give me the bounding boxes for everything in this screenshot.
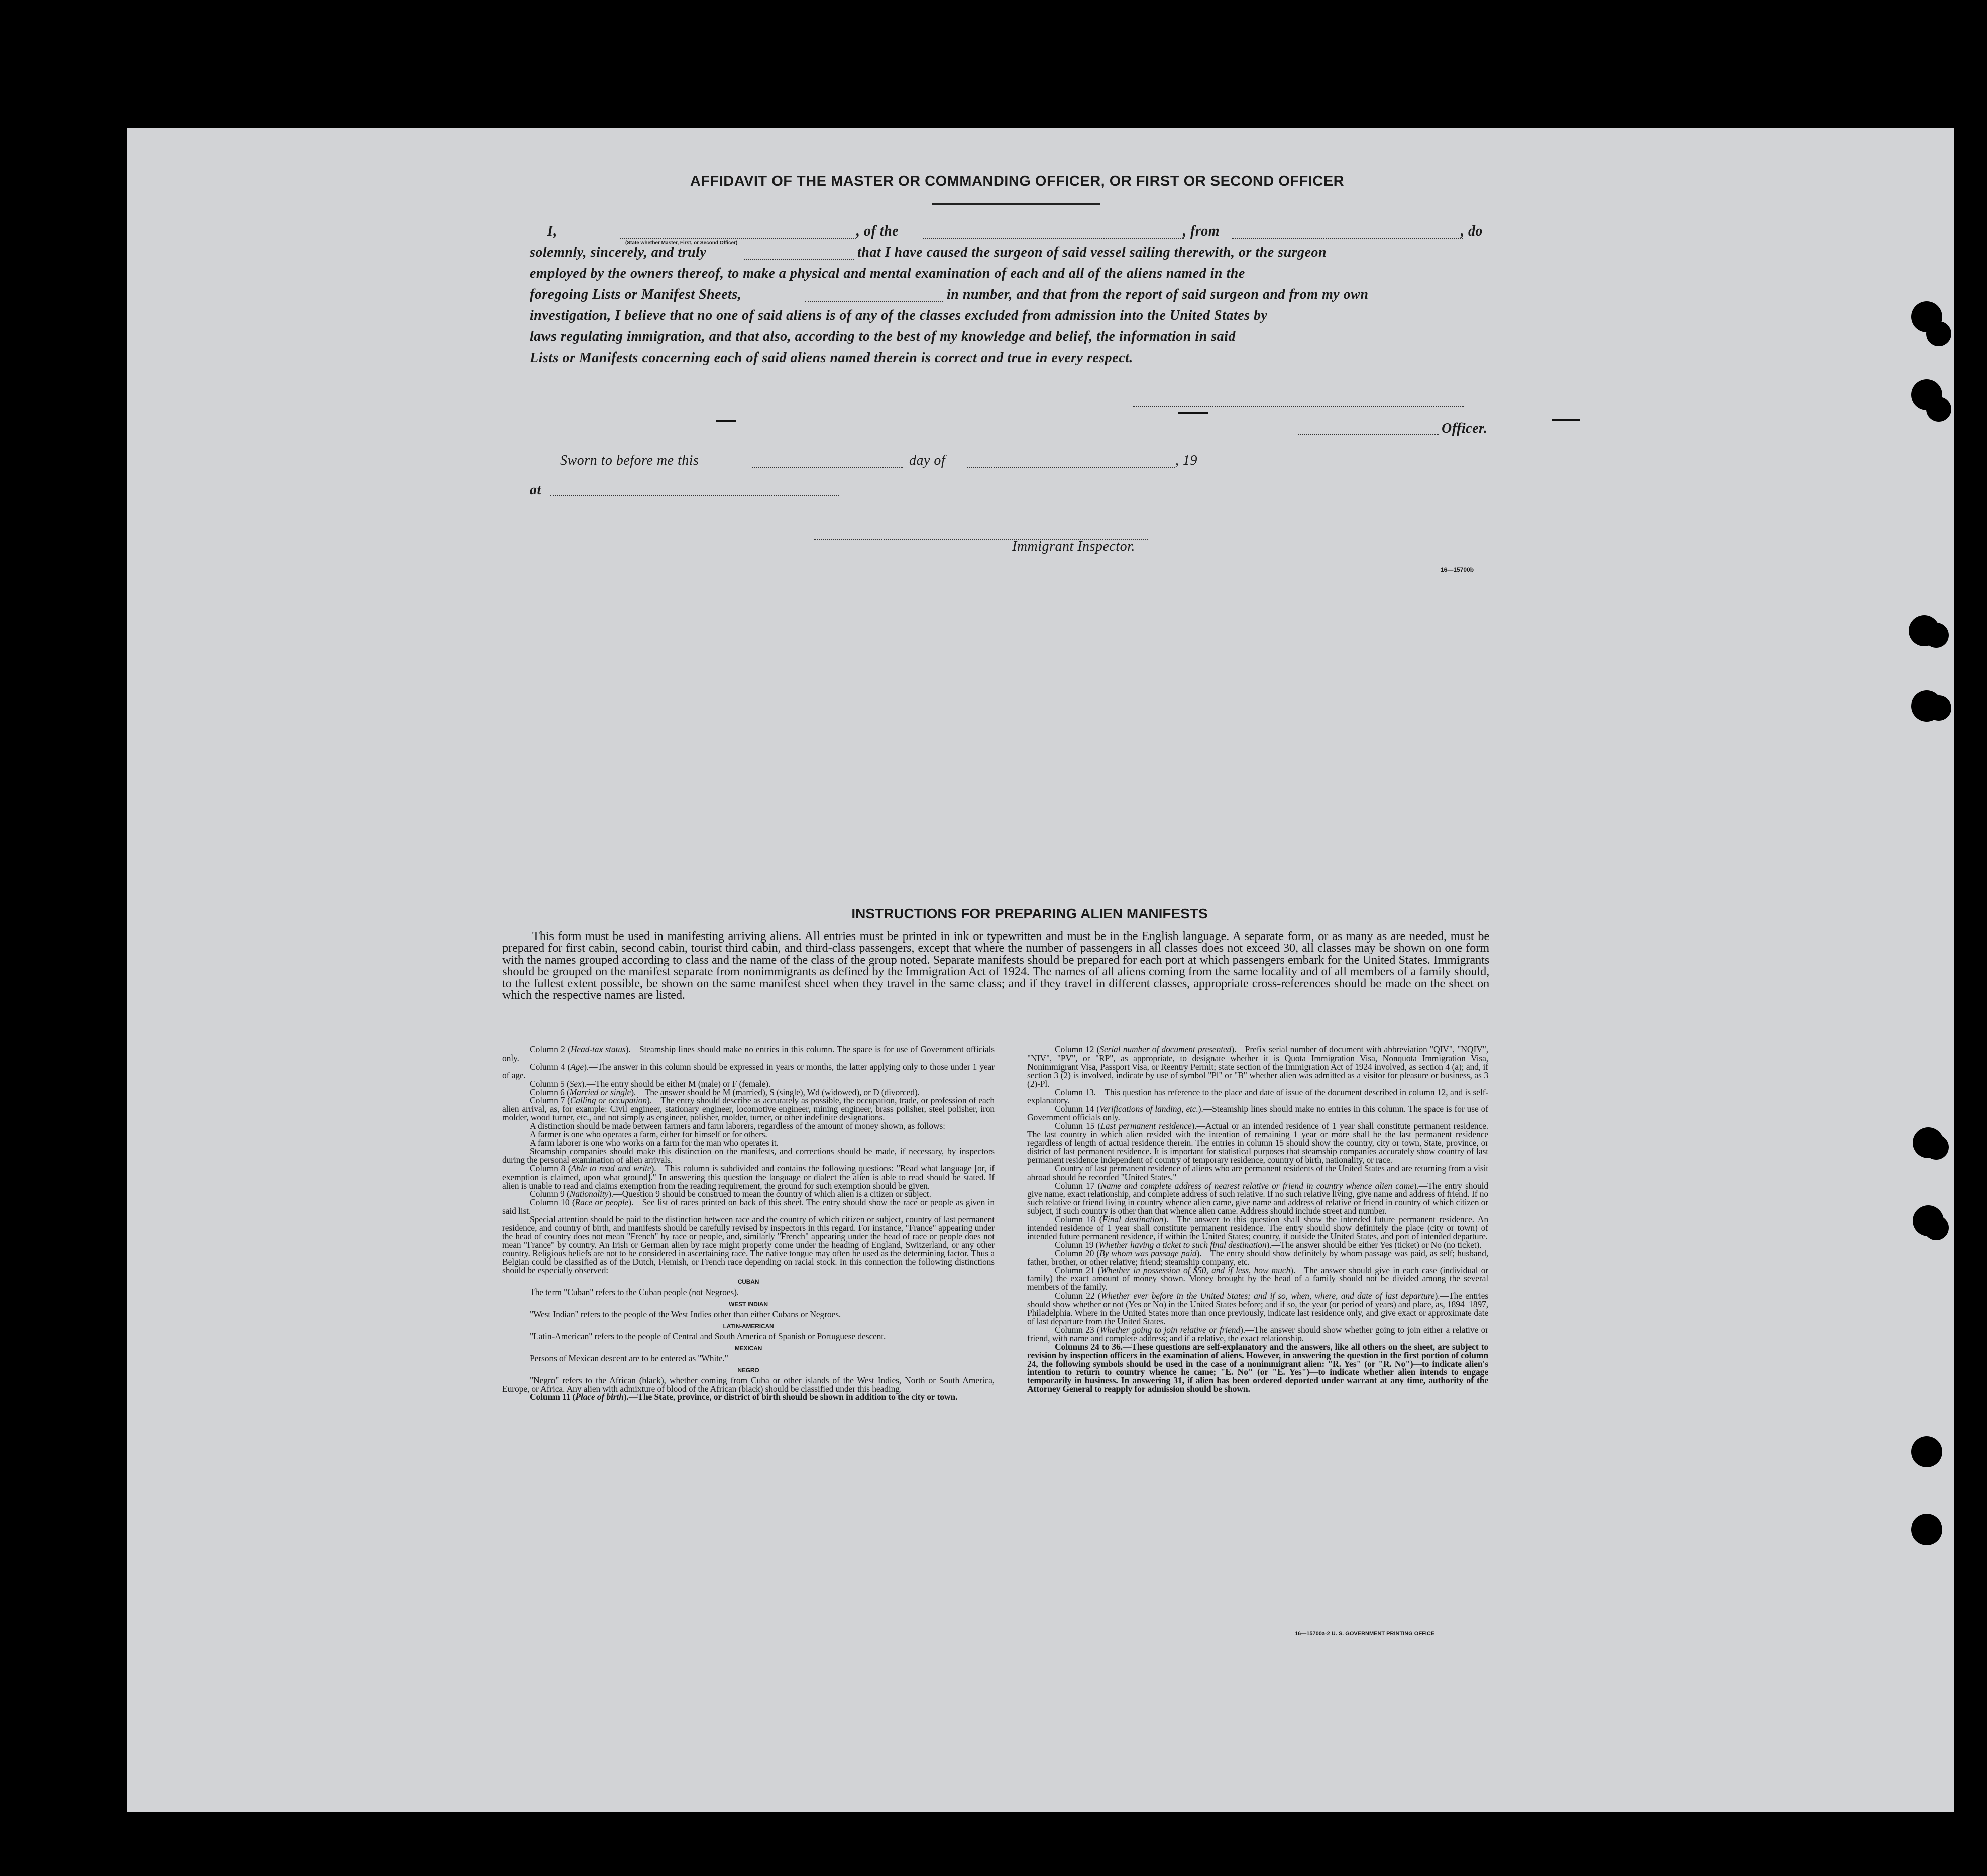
special-para: Special attention should be paid to the distinction between race and the country of which citizen or subject, country of last permanent residence, and country of birth, and manifests should be carefully revised by inspectors in this regard. For instance, "France" appearing under the head of country does not mean "French" by race or people, and, similarly "French" appearing under the head of race or people does not mean "France" by country. An Irish or German alien by race might properly come under the heading of England, Switzerland, or any other country. Religious beliefs are not to be considered in ascertaining race. The native tongue may often be used as the determining factor. Thus a Belgian could be classified as of the Dutch, Flemish, or French race depending on racial stock. In this connection the following distinctions should be especially observed: [502,1214,995,1275]
affidavit-do: , do [1461,223,1483,239]
column-20-para: Column 20 (By whom was passage paid).—The entry should show definitely by whom passage was paid, as self; husband, father, brother, or other relative; friend; steamship company, etc. [1027,1248,1488,1267]
title-underline [932,203,1100,205]
day-of-text: day of [909,453,946,468]
sworn-place-field[interactable] [550,495,839,496]
column-22-para: Column 22 (Whether ever before in the United States; and if so, when, where, and date of last departure).—The entries should show whether or not (Yes or No) in the United States before; and if so, the year (or period of years) and place, as, 1894–1897, Philadelphia. Where in the United States more than once previously, indicate last residence only, and give exact or approximate date of last departure from the United States. [1027,1291,1488,1326]
farm-para: A distinction should be made between farmers and farm laborers, regardless of the amount of money shown, as follows: [530,1121,945,1131]
west-indian-para: "West Indian" refers to the people of the West Indies other than either Cubans or Negroes. [530,1309,841,1320]
scratch-mark [1178,412,1208,414]
farmer-para: A farmer is one who operates a farm, either for himself or for others. [530,1129,767,1140]
punch-hole [1924,623,1949,648]
instructions-left-column [502,1045,995,1401]
column-11-para: Column 11 (Place of birth).—The State, province, or district of birth should be shown in addition to the city or town. [530,1392,958,1402]
negro-heading: NEGRO [737,1366,759,1374]
scratch-mark [716,420,736,422]
officer-rank-field[interactable] [620,238,856,239]
vessel-name-field[interactable] [923,238,1184,239]
laborer-para: A farm laborer is one who works on a farm for the man who operates it. [530,1137,779,1148]
blank-line [744,259,854,260]
sworn-text: Sworn to before me this [560,453,699,468]
column-17-para: Column 17 (Name and complete address of nearest relative or friend in country whence alien came).—The entry should give name, exact relationship, and complete address of such relative. If no such relative living, give name and address of friend. If no such relative or friend living in country whence alien came, give name and address of relative or friend in country of which citizen or subject, if such country is other than that whence alien came. Address should include street and number. [1027,1180,1488,1216]
column-5-para: Column 5 (Sex).—The entry should be either M (male) or F (female). [530,1078,771,1089]
steamship-para: Steamship companies should make this distinction on the manifests, and corrections should be made, if necessary, by inspectors during the personal examination of alien arrivals. [502,1146,995,1165]
punch-hole [1911,1514,1942,1545]
instructions-title: INSTRUCTIONS FOR PREPARING ALIEN MANIFESTS [851,906,1208,921]
cuban-para: The term "Cuban" refers to the Cuban people (not Negroes). [530,1287,739,1298]
column-13-para: Column 13.—This question has reference to the place and date of issue of the document described in column 12, and is self-explanatory. [1027,1087,1488,1106]
printing-office-code: 16—15700a-2 U. S. GOVERNMENT PRINTING OFFICE [1295,1631,1435,1637]
column-14-para: Column 14 (Verifications of landing, etc.).—Steamship lines should make no entries in this column. The space is for use of Government officials only. [1027,1104,1488,1123]
latin-american-para: "Latin-American" refers to the people of Central and South America of Spanish or Portuguese descent. [530,1331,886,1341]
sworn-month-field[interactable] [967,467,1175,468]
column-10-para: Column 10 (Race or people).—See list of races printed on back of this sheet. The entry should show the race or people as given in said list. [502,1197,995,1216]
affidavit-line-4b: in number, and that from the report of said surgeon and from my own [947,287,1369,302]
column-18-para: Column 18 (Final destination).—The answer to this question shall show the intended future permanent residence. An intended residence of 1 year shall constitute permanent residence. The entry should show definitely the place (city or town) of intended future permanent residence, if within the United States; country, if outside the United States, and port of intended departure. [1027,1214,1488,1241]
alien-count-field[interactable] [805,301,943,302]
instructions-intro: This form must be used in manifesting arriving aliens. All entries must be printed in ink or typewritten and must be in the English language. A separate form, or as many as are needed, must be prepared for first cabin, second cabin, tourist third cabin, and third-class passengers, except that where the number of passengers in all classes does not exceed 30, all classes may be shown on one form with the names grouped according to class and the name of the class of the group noted. Separate manifests should be prepared for each port at which passengers embark for the United States. Immigrants should be grouped on the manifest separate from nonimmigrants as defined by the Immigration Act of 1924. The names of all aliens coming from the same locality and of all members of a family should, to the fullest extent possible, be shown on the same manifest sheet when they travel in the same class; and if they travel in different classes, appropriate cross-references should be made on the sheet on which the respective names are listed. [502,929,1489,1002]
affidavit-from: , from [1183,223,1220,239]
text-i: I, [547,223,557,239]
column-6-para: Column 6 (Married or single).—The answer should be M (married), S (single), Wd (widowed), or D (divorced). [530,1087,920,1097]
state-note: (State whether Master, First, or Second Officer) [625,240,738,246]
affidavit-title: AFFIDAVIT OF THE MASTER OR COMMANDING OFFICER, OR FIRST OR SECOND OFFICER [690,173,1345,189]
punch-hole [1924,1215,1949,1240]
officer-label: Officer. [1442,421,1488,436]
column-15-para: Column 15 (Last permanent residence).—Actual or an intended residence of 1 year shall constitute permanent residence. The last country in which alien resided with the intention of remaining 1 year or more shall be the last permanent residence regardless of length of actual residence therein. The entries in column 15 should show the country, city or town, State, province, or district of last permanent residence. It is important for statistical purposes that steamship companies accurately show country of last permanent residence independent of country of temporary residence, country of birth, nationality, or race. [1027,1121,1488,1165]
punch-hole [1924,1135,1949,1160]
affidavit-line-2b: that I have caused the surgeon of said vessel sailing therewith, or the surgeon [857,245,1327,260]
sworn-day-field[interactable] [752,467,903,468]
at-text: at [530,482,541,498]
column-21-para: Column 21 (Whether in possession of $50, and if less, how much).—The answer should give in each case (individual or family) the exact amount of money shown. Money brought by the head of a family should not be divided among the several members of the family. [1027,1265,1488,1293]
punch-hole [1911,1436,1942,1467]
punch-hole [1926,695,1951,721]
affidavit-of-the: , of the [856,223,899,239]
country-para: Country of last permanent residence of aliens who are permanent residents of the United States and are returning from a visit abroad should be recorded "United States." [1027,1163,1488,1182]
instructions-right-column [1027,1045,1488,1393]
signature-line[interactable] [1133,406,1464,407]
west-indian-heading: WEST INDIAN [729,1301,768,1308]
column-12-para: Column 12 (Serial number of document presented).—Prefix serial number of document with abbreviation "QIV", "NQIV", "NIV", "PV", or "RP", as appropriate, to designate whether it is Quota Immigration Visa, Nonquota Immigration Visa, Nonimmigrant Visa, Passport Visa, or Reentry Permit; state section of the Immigration Act of 1924 involved, as section 4 (a); and, if section 3 (2) is involved, indicate by use of symbol "Pl" or "B" whether alien was admitted as a visitor for pleasure or business, as 3 (2)-Pl. [1027,1044,1488,1089]
punch-hole [1926,321,1951,346]
column-23-para: Column 23 (Whether going to join relative or friend).—The answer should show whether going to join either a relative or friend, with name and complete address; and if a relative, the exact relationship. [1027,1324,1489,1343]
mexican-heading: MEXICAN [734,1344,762,1352]
columns-24-36-para: Columns 24 to 36.—These questions are self-explanatory and the answers, like all others on the sheet, are subject to revision by inspection officers in the examination of aliens. However, in answering the question in the first portion of column 24, the following symbols should be used in the case of a nonimmigrant alien: "R. Yes" (or "R. No")—to indicate alien's intention to return to country whence he came; "E. No" (or "E. Yes")—to indicate whether alien intends to engage temporarily in business. In answering 31, if alien has been ordered deported under warrant at any time, authority of the Attorney General to reapply for admission should be shown. [1027,1341,1488,1394]
punch-hole [1926,397,1951,422]
year-text: , 19 [1175,453,1197,468]
latin-american-heading: LATIN-AMERICAN [723,1323,774,1330]
column-4-para: Column 4 (Age).—The answer in this column should be expressed in years or months, the latter applying only to those under 1 year of age. [502,1061,995,1080]
affidavit-line-2a: solemnly, sincerely, and truly [530,245,707,260]
affidavit-line-1 [547,223,557,240]
affidavit-line-6: laws regulating immigration, and that also, according to the best of my knowledge and belief, the information in said [530,329,1236,344]
column-7-para: Column 7 (Calling or occupation).—The entry should describe as accurately as possible, the occupation, trade, or profession of each alien arrival, as, for example: Civil engineer, stationary engineer, locomotive engineer, mining engineer, brass polisher, steel polisher, iron molder, wood turner, etc., and not simply as engineer, polisher, molder, turner, or other indefinite designations. [502,1095,995,1123]
column-19-para: Column 19 (Whether having a ticket to such final destination).—The answer should be either Yes (ticket) or No (no ticket). [1055,1239,1482,1250]
inspector-label: Immigrant Inspector. [1012,539,1135,554]
affidavit-line-3: employed by the owners thereof, to make a physical and mental examination of each and all of the aliens named in the [530,266,1245,281]
affidavit-line-7: Lists or Manifests concerning each of said aliens named therein is correct and true in every respect. [530,350,1133,366]
affidavit-line-5: investigation, I believe that no one of said aliens is of any of the classes excluded from admission into the United States by [530,308,1268,323]
mexican-para: Persons of Mexican descent are to be entered as "White." [530,1353,728,1363]
column-2-para: Column 2 (Head-tax status).—Steamship lines should make no entries in this column. The space is for use of Government officials only. [502,1044,995,1063]
negro-para: "Negro" refers to the African (black), whether coming from Cuba or other islands of the West Indies, North or South America, Europe, or Africa. Any alien with admixture of blood of the African (black) should be classified under this heading. [502,1375,995,1394]
column-9-para: Column 9 (Nationality).—Question 9 should be construed to mean the country of which alien is a citizen or subject. [530,1189,931,1199]
column-8-para: Column 8 (Able to read and write).—This column is subdivided and contains the following questions: "Read what language [or, if exemption is claimed, upon what ground]." In answering this question the language or dialect the alien is able to read should be stated. If alien is unable to read and claims exemption from the reading requirement, the ground for such exemption should be given. [502,1163,995,1191]
affidavit-line-4a: foregoing Lists or Manifest Sheets, [530,287,742,302]
port-from-field[interactable] [1232,238,1463,239]
form-code: 16—15700b [1441,566,1474,573]
cuban-heading: CUBAN [737,1278,759,1286]
officer-name-field[interactable] [1298,434,1439,435]
scratch-mark [1552,419,1580,421]
